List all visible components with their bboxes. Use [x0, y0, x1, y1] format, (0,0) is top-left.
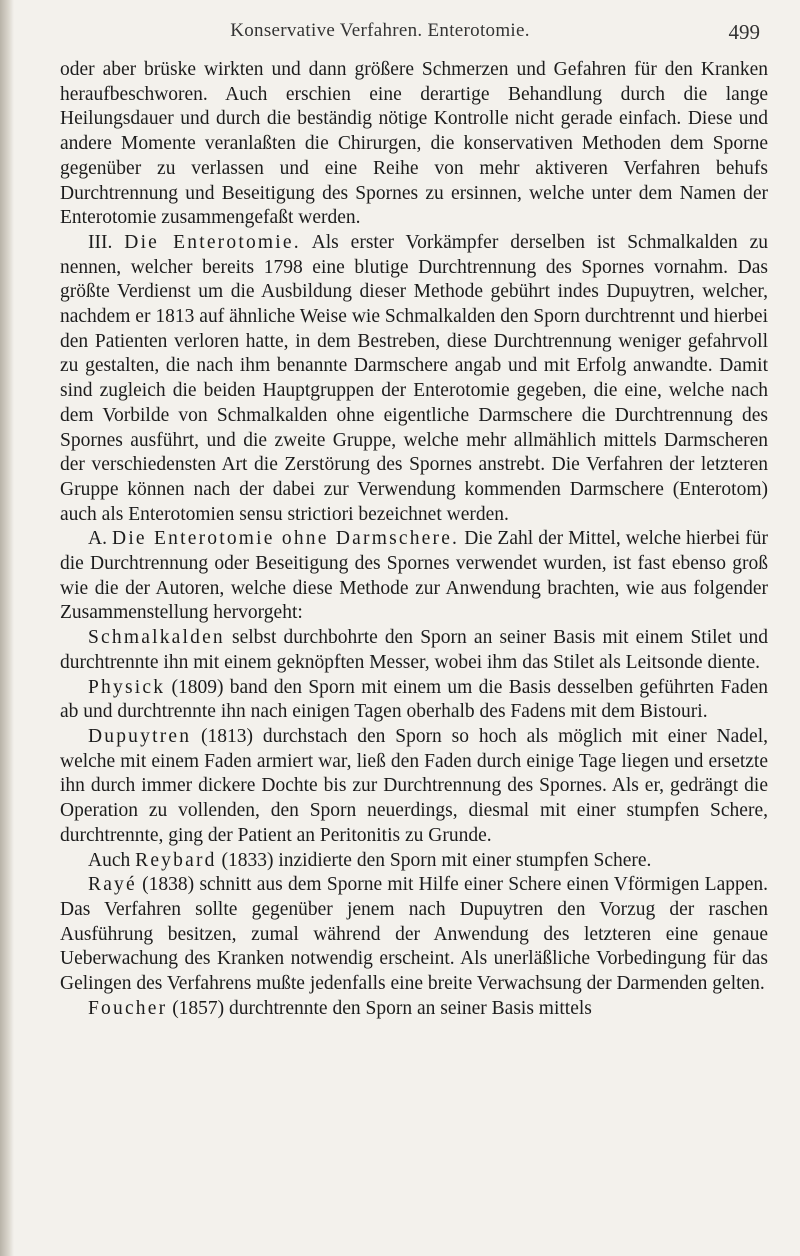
paragraph-text: (1833) inzidierte den Sporn mit einer stumpfen Schere.	[216, 849, 652, 871]
paragraph-text: (1838) schnitt aus dem Sporne mit Hilfe einer Schere einen Vförmigen Lappen. Das Verfahren sollte gegenüber jenem nach Dupuytren den Vorzug der raschen Ausführung besitzen, zumal während der Anwendung des letzteren eine genaue Ueberwachung des Kranken notwendig erscheint. Als unerläßliche Vorbedingung für das Gelingen des Verfahrens mußte jedenfalls eine breite Verwachsung der Darmenden gelten.	[60, 874, 768, 995]
paragraph-lead: A.	[88, 528, 113, 550]
author-name: Schmalkalden	[88, 627, 225, 649]
author-name: Physick	[88, 676, 166, 698]
paragraph-lead: III.	[88, 231, 125, 253]
paragraph-physick	[60, 676, 768, 725]
running-head: Konservative Verfahren. Enterotomie.	[230, 20, 530, 41]
paragraph-text: (1813) durchstach den Sporn so hoch als möglich mit einer Nadel, welche mit einem Faden armiert war, ließ den Faden durch einige Tage liegen und ersetzte ihn durch immer dickere Dochte bis zur Durchtrennung des Spornes. Als er, gedrängt die Operation zu vollenden, den Sporn neuerdings, diesmal mit einer stumpfen Schere, durchtrennte, ging der Patient an Peritonitis zu Grunde.	[60, 725, 768, 846]
page-header	[60, 20, 760, 50]
paragraph-intro	[60, 58, 768, 231]
paragraph-text: oder aber brüske wirkten und dann größere Schmerzen und Gefahren für den Kranken heraufbeschworen. Auch erschien eine derartige Behandlung durch die lange Heilungsdauer und durch die beständig nötige Kontrolle nicht gerade einfach. Diese und andere Momente veranlaßten die Chirurgen, die konservativen Methoden dem Sporne gegenüber zu verlassen und eine Reihe von mehr aktiveren Verfahren behufs Durchtrennung und Beseitigung des Spornes zu ersinnen, welche unter dem Namen der Enterotomie zusammengefaßt werden.	[60, 59, 768, 229]
paragraph-text: (1857) durchtrennte den Sporn an seiner Basis mittels	[167, 997, 592, 1019]
paragraph-reybard	[60, 849, 768, 874]
author-name: Foucher	[88, 997, 168, 1019]
paragraph-enterotomie	[60, 231, 768, 527]
paragraph-text: Die Zahl der Mittel, welche hierbei für die Durchtrennung oder Beseitigung des Spornes verwendet wurden, ist fast ebenso groß wie die der Autoren, welche diese Methode zur Anwendung brachten, wie aus folgender Zusammenstellung hervorgeht:	[60, 528, 768, 624]
paragraph-lead: Auch	[88, 849, 136, 871]
paragraph-text: Als erster Vorkämpfer derselben ist Schmalkalden zu nennen, welcher bereits 1798 eine blutige Durchtrennung des Spornes vornahm. Das größte Verdienst um die Ausbildung dieser Methode gebührt indes Dupuytren, welcher, nachdem er 1813 auf ähnliche Weise wie Schmalkalden den Sporn durchtrennt und hierbei den Patienten verloren hatte, in dem Bestreben, diese Durchtrennung weniger gefahrvoll zu gestalten, die nach ihm benannte Darmschere angab und mit Erfolg anwandte. Damit sind zugleich die beiden Hauptgruppen der Enterotomie gegeben, die eine, welche nach dem Vorbilde von Schmalkalden ohne eigentliche Darmschere die Durchtrennung des Spornes ausführt, und die zweite Gruppe, welche mehr allmählich mittels Darmscheren der verschiedensten Art die Zerstörung des Spornes anstrebt. Die Verfahren der letzteren Gruppe können nach der dabei zur Verwendung kommenden Darmschere (Enterotom) auch als Enterotomien sensu strictiori bezeichnet werden.	[60, 231, 768, 525]
author-name: Dupuytren	[88, 725, 192, 747]
paragraph-text: (1809) band den Sporn mit einem um die Basis desselben geführten Faden ab und durchtrennte ihn nach einigen Tagen oberhalb des Fadens mit dem Bistouri.	[60, 676, 768, 723]
paragraph-ohne-darmschere	[60, 527, 768, 626]
page-binding-shadow	[0, 0, 14, 1256]
paragraph-text: selbst durchbohrte den Sporn an seiner Basis mit einem Stilet und durchtrennte ihn mit einem geknöpften Messer, wobei ihm das Stilet als Leitsonde diente.	[60, 627, 768, 673]
paragraph-raye	[60, 873, 768, 997]
paragraph-schmalkalden	[60, 626, 768, 675]
section-heading: Die Enterotomie ohne Darmschere.	[112, 528, 460, 550]
paragraph-dupuytren	[60, 725, 768, 849]
page-number: 499	[728, 20, 760, 44]
paragraph-foucher	[60, 997, 768, 1022]
section-heading: Die Enterotomie.	[124, 231, 301, 253]
body-text	[60, 58, 768, 1021]
author-name: Rayé	[88, 874, 137, 896]
author-name: Reybard	[135, 849, 217, 871]
